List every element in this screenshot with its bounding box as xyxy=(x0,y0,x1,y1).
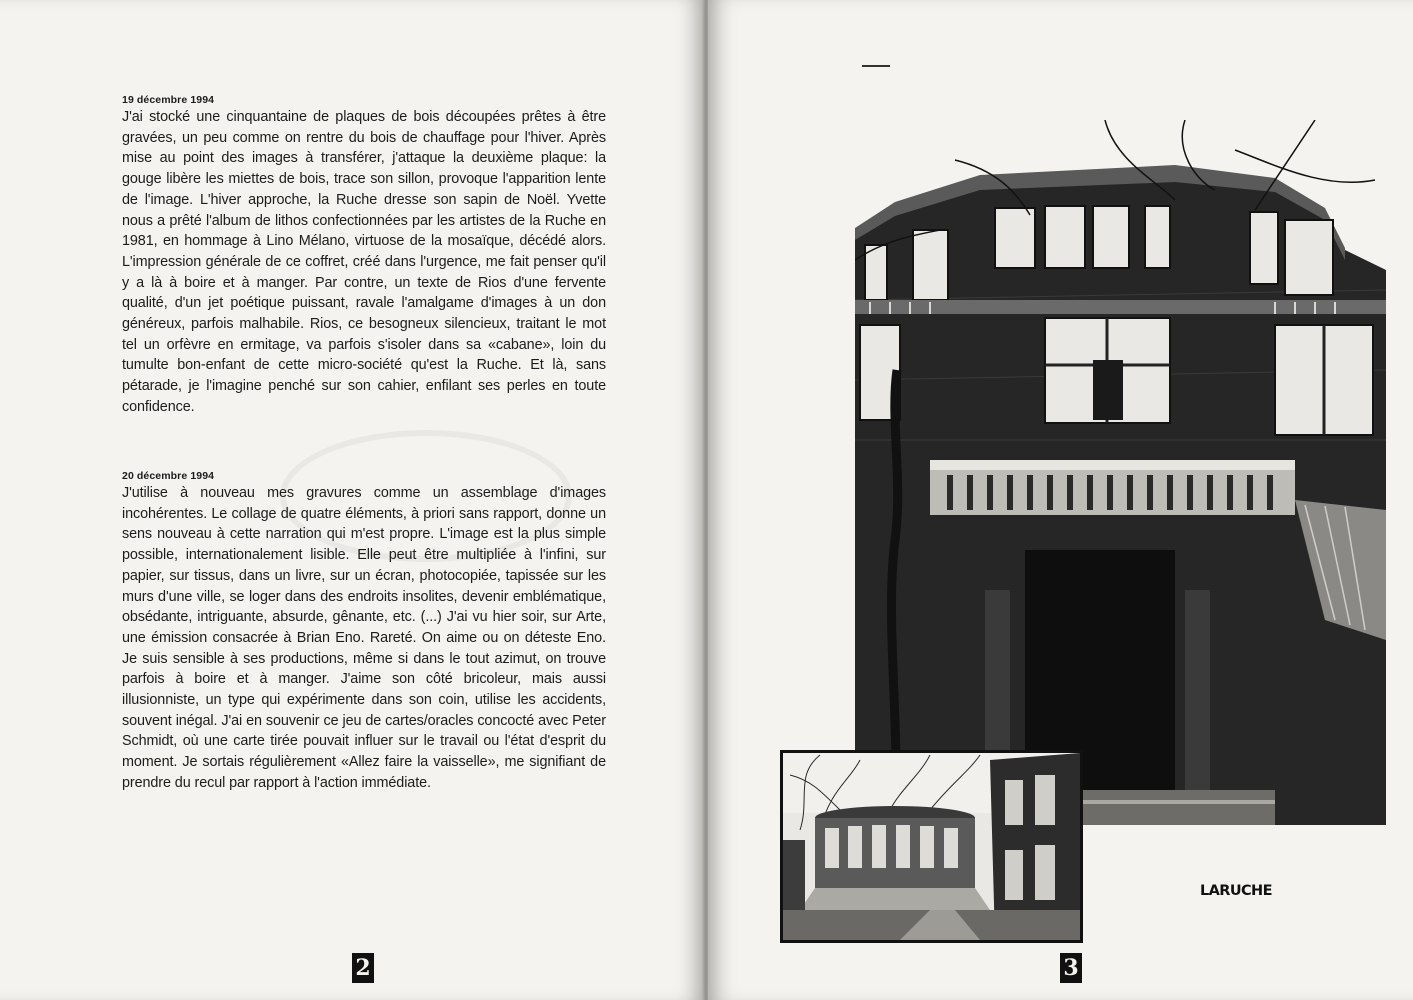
journal-entry-2 xyxy=(122,470,606,794)
page-number: 3 xyxy=(1060,953,1082,983)
journal-entry-1 xyxy=(122,94,606,418)
entry-text: J'ai stocké une cinquantaine de plaques de bois découpées prêtes à être gravées, un peu comme on rentre du bois de chauffage pour l'hiver. Après mise au point des images à transférer, j'attaque la deuxième plaque: la gouge libère les miettes de bois, trace son sillon, provoque l'apparition lente de l'image. L'hiver approche, la Ruche dresse son sapin de Noël. Yvette nous a prêté l'album de lithos confectionnées par les artistes de la Ruche en 1981, en hommage à Lino Mélano, virtuose de la mosaïque, décédé alors. L'impression générale de ce coffret, créé dans l'urgence, me fait penser qu'il y a là à boire et à manger. Par contre, un texte de Rios d'une fervente qualité, d'un jet poétique puissant, ravale l'amalgame d'images à un don généreux, parfois malhabile. Rios, ce besogneux silencieux, traitant le mot tel un orfèvre en ermitage, va parfois s'isoler dans sa «cabane», loin du tumulte bon-enfant de cette micro-société qu'est la Ruche. Et là, sans pétarade, je l'imagine penché sur son cahier, enfilant ses perles en toute confidence. xyxy=(122,109,606,415)
entry-date: 20 décembre 1994 xyxy=(122,470,215,482)
top-rule xyxy=(862,65,890,67)
la-ruche-facade-photo xyxy=(855,120,1386,825)
photo-caption: LARUCHE xyxy=(1200,883,1272,899)
entry-date: 19 décembre 1994 xyxy=(122,94,215,106)
la-ruche-courtyard-photo xyxy=(780,750,1083,943)
entry-text: J'utilise à nouveau mes gravures comme un assemblage d'images incohérentes. Le collage de quatre éléments, à priori sans rapport, donne un sens nouveau à cette narration qui m'est propre. L'image est la plus simple possible, internationalement lisible. Elle peut être multipliée à l'infini, sur papier, sur tissus, dans un livre, sur un écran, photocopiée, tapissée sur les murs d'une ville, se loger dans des endroits insolites, devenir emblématique, obsédante, intriguante, absurde, gênante, etc. (...) J'ai vu hier soir, sur Arte, une émission consacrée à Brian Eno. Rareté. On aime ou on déteste Eno. Je suis sensible à ses productions, même si dans le tout azimut, on trouve parfois à boire et à manger. J'aime son côté bricoleur, mais aussi illusionniste, un type qui expérimente dans son coin, utilise les accidents, souvent inégal. J'ai en souvenir ce jeu de cartes/oracles concocté avec Peter Schmidt, où une carte tirée pouvait influer sur le travail ou l'état d'esprit du moment. Je sortais régulièrement «Allez faire la vaisselle», me signifiant de prendre du recul par rapport à l'action immédiate. xyxy=(122,485,606,791)
page-number: 2 xyxy=(352,953,374,983)
left-page xyxy=(0,0,704,1000)
